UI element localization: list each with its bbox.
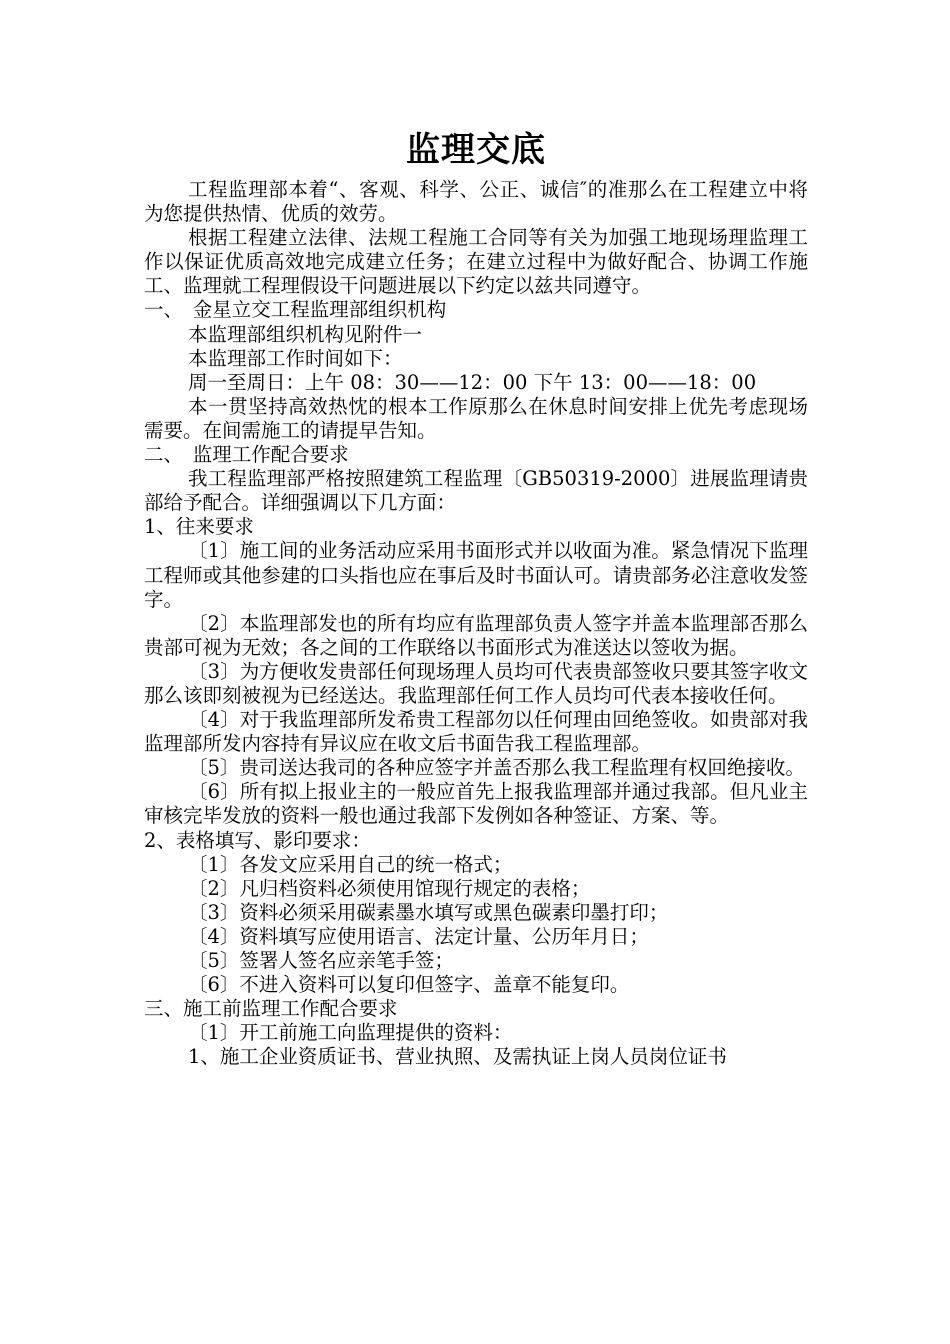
section-heading: 三、施工前监理工作配合要求 <box>144 997 398 1021</box>
document-body <box>144 178 808 1069</box>
body-paragraph: 〔5〕签署人签名应亲笔手签； <box>188 949 454 972</box>
body-paragraph: 本一贯坚持高效热忱的根本工作原那么在休息时间安排上优先考虑现场需要。在间需施工的请提早告知。 <box>144 394 808 442</box>
body-paragraph: 〔1〕开工前施工向监理提供的资料： <box>188 1021 513 1045</box>
body-paragraph: 我工程监理部严格按照建筑工程监理〔GB50319-2000〕进展监理请贵部给予配合。详细强调以下几方面： <box>144 467 808 515</box>
body-paragraph: 〔1〕施工间的业务活动应采用书面形式并以收面为准。紧急情况下监理工程师或其他参建的口头指也应在事后及时书面认可。请贵部务必注意收发签字。 <box>144 539 808 611</box>
body-paragraph: 〔5〕贵司送达我司的各种应签字并盖否那么我工程监理有权回绝接收。 <box>188 756 805 780</box>
document-title: 监理交底 <box>406 130 546 170</box>
body-paragraph: 〔6〕所有拟上报业主的一般应首先上报我监理部并通过我部。但凡业主审核完毕发放的资料一般也通过我部下发例如各种签证、方案、等。 <box>144 780 808 828</box>
body-paragraph: 〔2〕本监理部发也的所有均应有监理部负责人签字并盖本监理部否那么贵部可视为无效；各之间的工作联络以书面形式为准送达以签收为据。 <box>144 611 808 659</box>
body-paragraph: 本监理部组织机构见附件一 <box>188 322 423 346</box>
body-paragraph: 周一至周日：上午 08：30——12：00 下午 13：00——18：00 <box>188 370 757 394</box>
body-paragraph: 工程监理部本着“、客观、科学、公正、诚信″的准那么在工程建立中将为您提供热情、优质的效劳。 <box>144 178 808 226</box>
body-paragraph: 〔2〕凡归档资料必须使用馆现行规定的表格； <box>188 876 591 900</box>
section-heading: 2、表格填写、影印要求： <box>144 828 371 852</box>
body-paragraph: 本监理部工作时间如下： <box>188 346 403 370</box>
body-paragraph: 〔3〕资料必须采用碳素墨水填写或黑色碳素印墨打印； <box>188 900 669 924</box>
body-paragraph: 根据工程建立法律、法规工程施工合同等有关为加强工地现场理监理工作以保证优质高效地完成建立任务；在建立过程中为做好配合、协调工作施工、监理就工程理假设干问题进展以下约定以兹共同遵守。 <box>144 226 808 298</box>
document-page <box>144 128 808 1069</box>
body-paragraph: 〔3〕为方便收发贵部任何现场理人员均可代表贵部签收只要其签字收文那么该即刻被视为已经送达。我监理部任何工作人员均可代表本接收任何。 <box>144 659 808 707</box>
section-heading: 二、 监理工作配合要求 <box>144 443 349 467</box>
body-paragraph: 1、施工企业资质证书、营业执照、及需执证上岗人员岗位证书 <box>188 1045 727 1069</box>
body-paragraph: 〔1〕各发文应采用自己的统一格式； <box>188 852 513 876</box>
section-heading: 一、 金星立交工程监理部组织机构 <box>144 298 447 322</box>
section-heading: 1、往来要求 <box>144 515 254 539</box>
body-paragraph: 〔4〕对于我监理部所发希贵工程部勿以任何理由回绝签收。如贵部对我监理部所发内容持有异议应在收文后书面告我工程监理部。 <box>144 708 808 756</box>
body-paragraph: 〔4〕资料填写应使用语言、法定计量、公历年月日； <box>188 924 649 948</box>
body-paragraph: 〔6〕不进入资料可以复印但签字、盖章不能复印。 <box>188 973 630 997</box>
